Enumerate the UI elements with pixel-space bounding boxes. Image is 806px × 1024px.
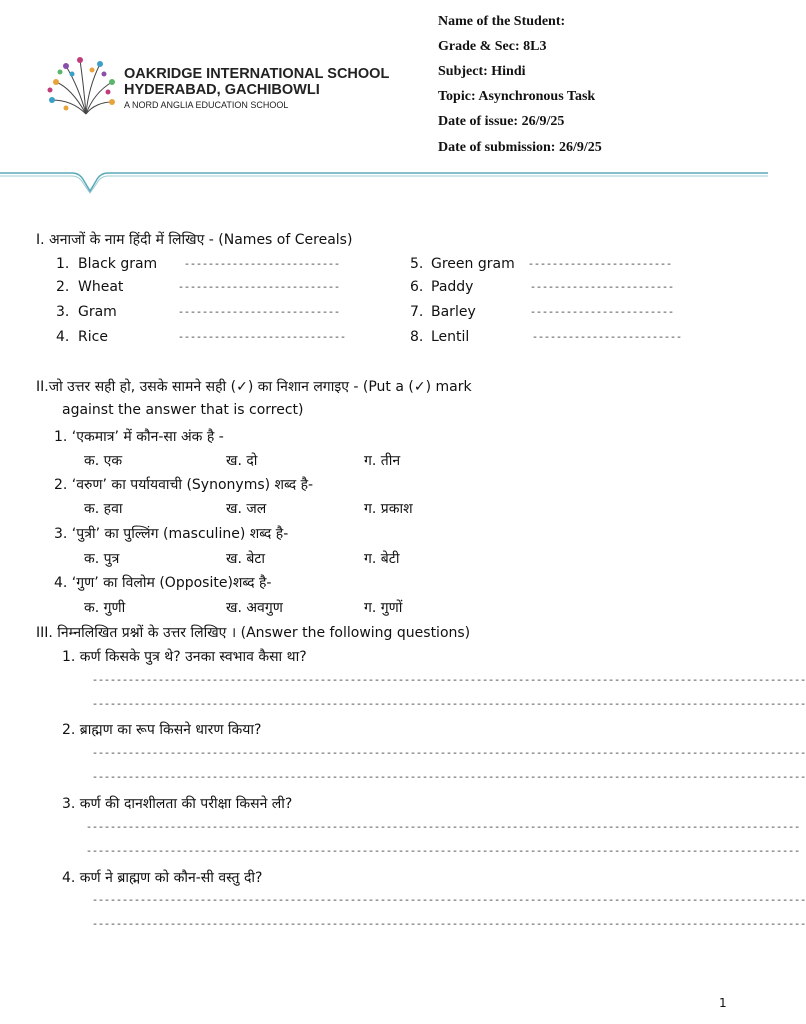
long-question-4: 4. कर्ण ने ब्राह्मण को कौन-सी वस्तु दी? — [62, 870, 263, 886]
long-question-3: 3. कर्ण की दानशीलता की परीक्षा किसने ली? — [62, 796, 293, 812]
topic: Topic: Asynchronous Task — [438, 89, 596, 104]
mcq-question-1: 1. ‘एकमात्र’ में कौन-सा अंक है - — [54, 429, 224, 445]
cereal-blank-4[interactable]: ---------------------------- — [178, 333, 347, 344]
cereal-num-7: 7. — [410, 304, 424, 320]
cereal-label-1: Black gram — [78, 256, 158, 272]
answer-line[interactable]: ----------------------------------------------------------------------------------------------------------------------- — [86, 847, 801, 858]
mcq-2-option-a[interactable]: क. हवा — [84, 501, 123, 517]
cereal-label-2: Wheat — [78, 279, 124, 295]
cereal-num-8: 8. — [410, 329, 424, 345]
school-affiliation: A NORD ANGLIA EDUCATION SCHOOL — [124, 100, 289, 110]
long-question-2: 2. ब्राह्मण का रूप किसने धारण किया? — [62, 722, 262, 738]
header-divider — [0, 165, 768, 195]
answer-line[interactable]: ----------------------------------------------------------------------------------------------------------------------- — [92, 700, 806, 711]
section2-title: II.जो उत्तर सही हो, उसके सामने सही (✓) का निशान लगाइए - (Put a (✓) mark — [36, 379, 472, 395]
cereal-blank-3[interactable]: --------------------------- — [178, 308, 341, 319]
cereal-label-7: Barley — [431, 304, 476, 320]
cereal-num-5: 5. — [410, 256, 424, 272]
section3-title: III. निम्नलिखित प्रश्नों के उत्तर लिखिए । (Answer the following questions) — [36, 625, 471, 641]
cereal-num-2: 2. — [56, 279, 70, 295]
school-name: OAKRIDGE INTERNATIONAL SCHOOL — [124, 66, 390, 82]
cereal-blank-8[interactable]: ------------------------- — [532, 333, 683, 344]
cereal-num-3: 3. — [56, 304, 70, 320]
mcq-2-option-c[interactable]: ग. प्रकाश — [364, 501, 413, 517]
mcq-4-option-b[interactable]: ख. अवगुण — [226, 600, 283, 616]
school-location: HYDERABAD, GACHIBOWLI — [124, 82, 320, 98]
cereal-blank-6[interactable]: ------------------------ — [530, 283, 675, 294]
cereal-blank-1[interactable]: -------------------------- — [184, 260, 341, 271]
mcq-3-option-a[interactable]: क. पुत्र — [84, 551, 120, 567]
section1-title: I. अनाजों के नाम हिंदी में लिखिए - (Names of Cereals) — [36, 232, 353, 248]
subject: Subject: Hindi — [438, 64, 526, 79]
mcq-1-option-a[interactable]: क. एक — [84, 453, 123, 469]
mcq-1-option-c[interactable]: ग. तीन — [364, 453, 401, 469]
mcq-question-3: 3. ‘पुत्री’ का पुल्लिंग (masculine) शब्द है- — [54, 526, 289, 542]
cereal-blank-2[interactable]: --------------------------- — [178, 283, 341, 294]
answer-line[interactable]: ----------------------------------------------------------------------------------------------------------------------- — [92, 920, 806, 931]
long-question-1: 1. कर्ण किसके पुत्र थे? उनका स्वभाव कैसा था? — [62, 649, 307, 665]
mcq-1-option-b[interactable]: ख. दो — [226, 453, 258, 469]
cereal-num-6: 6. — [410, 279, 424, 295]
cereal-label-3: Gram — [78, 304, 117, 320]
cereal-blank-7[interactable]: ------------------------ — [530, 308, 675, 319]
student-name-label: Name of the Student: — [438, 14, 566, 29]
cereal-label-6: Paddy — [431, 279, 474, 295]
mcq-question-4: 4. ‘गुण’ का विलोम (Opposite)शब्द है- — [54, 575, 272, 591]
cereal-label-5: Green gram — [431, 256, 515, 272]
cereal-label-8: Lentil — [431, 329, 470, 345]
answer-line[interactable]: ----------------------------------------------------------------------------------------------------------------------- — [92, 773, 806, 784]
answer-line[interactable]: ----------------------------------------------------------------------------------------------------------------------- — [92, 749, 806, 760]
mcq-question-2: 2. ‘वरुण’ का पर्यायवाची (Synonyms) शब्द है- — [54, 477, 314, 493]
answer-line[interactable]: ----------------------------------------------------------------------------------------------------------------------- — [86, 823, 801, 834]
mcq-3-option-b[interactable]: ख. बेटा — [226, 551, 266, 567]
page-number: 1 — [719, 996, 727, 1010]
mcq-4-option-a[interactable]: क. गुणी — [84, 600, 126, 616]
answer-line[interactable]: ----------------------------------------------------------------------------------------------------------------------- — [92, 896, 806, 907]
grade-section: Grade & Sec: 8L3 — [438, 39, 547, 54]
mcq-4-option-c[interactable]: ग. गुणों — [364, 600, 403, 616]
date-of-submission: Date of submission: 26/9/25 — [438, 140, 602, 155]
date-of-issue: Date of issue: 26/9/25 — [438, 114, 565, 129]
cereal-blank-5[interactable]: ------------------------ — [528, 260, 673, 271]
cereal-num-1: 1. — [56, 256, 70, 272]
school-logo-icon — [46, 56, 116, 120]
cereal-label-4: Rice — [78, 329, 108, 345]
mcq-3-option-c[interactable]: ग. बेटी — [364, 551, 400, 567]
cereal-num-4: 4. — [56, 329, 70, 345]
mcq-2-option-b[interactable]: ख. जल — [226, 501, 267, 517]
section2-title-cont: against the answer that is correct) — [62, 402, 304, 418]
answer-line[interactable]: ----------------------------------------------------------------------------------------------------------------------- — [92, 676, 806, 687]
